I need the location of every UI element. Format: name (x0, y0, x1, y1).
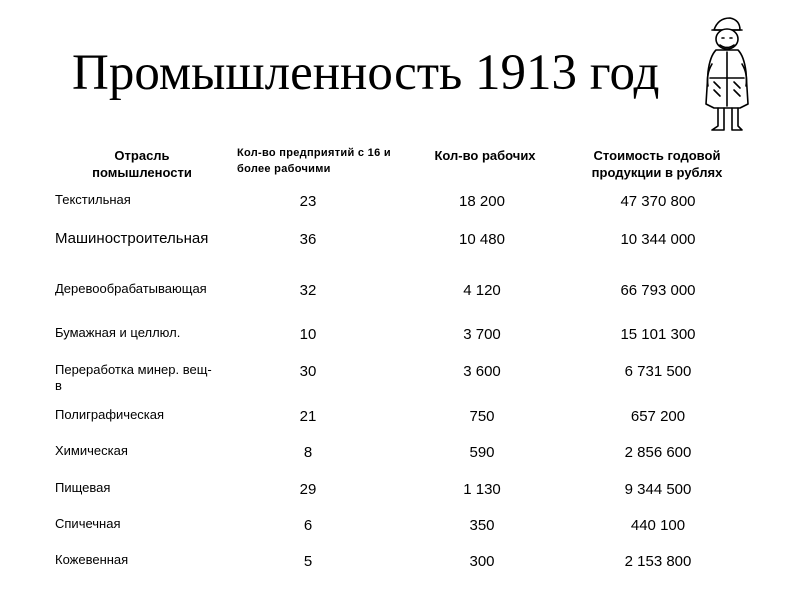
cell-value: 10 344 000 (620, 231, 696, 248)
cell-workers: 1 130 (463, 481, 501, 498)
cell-value: 15 101 300 (620, 326, 696, 343)
cell-branch: Текстильная (55, 192, 131, 207)
cell-value: 2 153 800 (624, 553, 692, 570)
cell-workers: 350 (469, 517, 495, 534)
header-enterprises: Кол-во предприятий с 16 и более рабочими (237, 147, 391, 175)
cell-enterprises: 32 (299, 282, 317, 299)
cell-value: 440 100 (630, 517, 686, 534)
cell-value: 657 200 (630, 408, 686, 425)
cell-value: 9 344 500 (624, 481, 692, 498)
cell-enterprises: 6 (303, 517, 313, 534)
cell-enterprises: 30 (299, 363, 317, 380)
cell-branch: Спичечная (55, 516, 121, 531)
cell-branch: Пищевая (55, 480, 111, 495)
worker-figure-icon (690, 12, 762, 134)
cell-branch: Переработка минер. вещ-в (55, 362, 212, 393)
cell-workers: 750 (469, 408, 495, 425)
cell-enterprises: 29 (299, 481, 317, 498)
cell-branch: Машиностроительная (55, 230, 209, 247)
cell-enterprises: 10 (299, 326, 317, 343)
cell-value: 47 370 800 (620, 193, 696, 210)
header-branch: Отрасль помышлености (92, 148, 192, 180)
cell-branch: Деревообрабатывающая (55, 281, 207, 296)
cell-enterprises: 5 (303, 553, 313, 570)
cell-branch: Бумажная и целлюл. (55, 325, 181, 340)
cell-workers: 3 600 (463, 363, 501, 380)
cell-value: 6 731 500 (624, 363, 692, 380)
cell-enterprises: 8 (303, 444, 313, 461)
cell-workers: 300 (469, 553, 495, 570)
cell-workers: 3 700 (463, 326, 501, 343)
page-title: Промышленность 1913 год (72, 45, 660, 101)
cell-branch: Химическая (55, 443, 128, 458)
cell-workers: 18 200 (459, 193, 505, 210)
header-workers: Кол-во рабочих (434, 148, 536, 163)
cell-value: 66 793 000 (620, 282, 696, 299)
cell-enterprises: 21 (299, 408, 317, 425)
cell-workers: 4 120 (463, 282, 501, 299)
cell-value: 2 856 600 (624, 444, 692, 461)
cell-workers: 10 480 (459, 231, 505, 248)
cell-branch: Полиграфическая (55, 407, 165, 422)
cell-workers: 590 (469, 444, 495, 461)
header-value: Стоимость годовой продукции в рублях (591, 148, 723, 180)
cell-enterprises: 36 (299, 231, 317, 248)
cell-enterprises: 23 (299, 193, 317, 210)
cell-branch: Кожевенная (55, 552, 129, 567)
